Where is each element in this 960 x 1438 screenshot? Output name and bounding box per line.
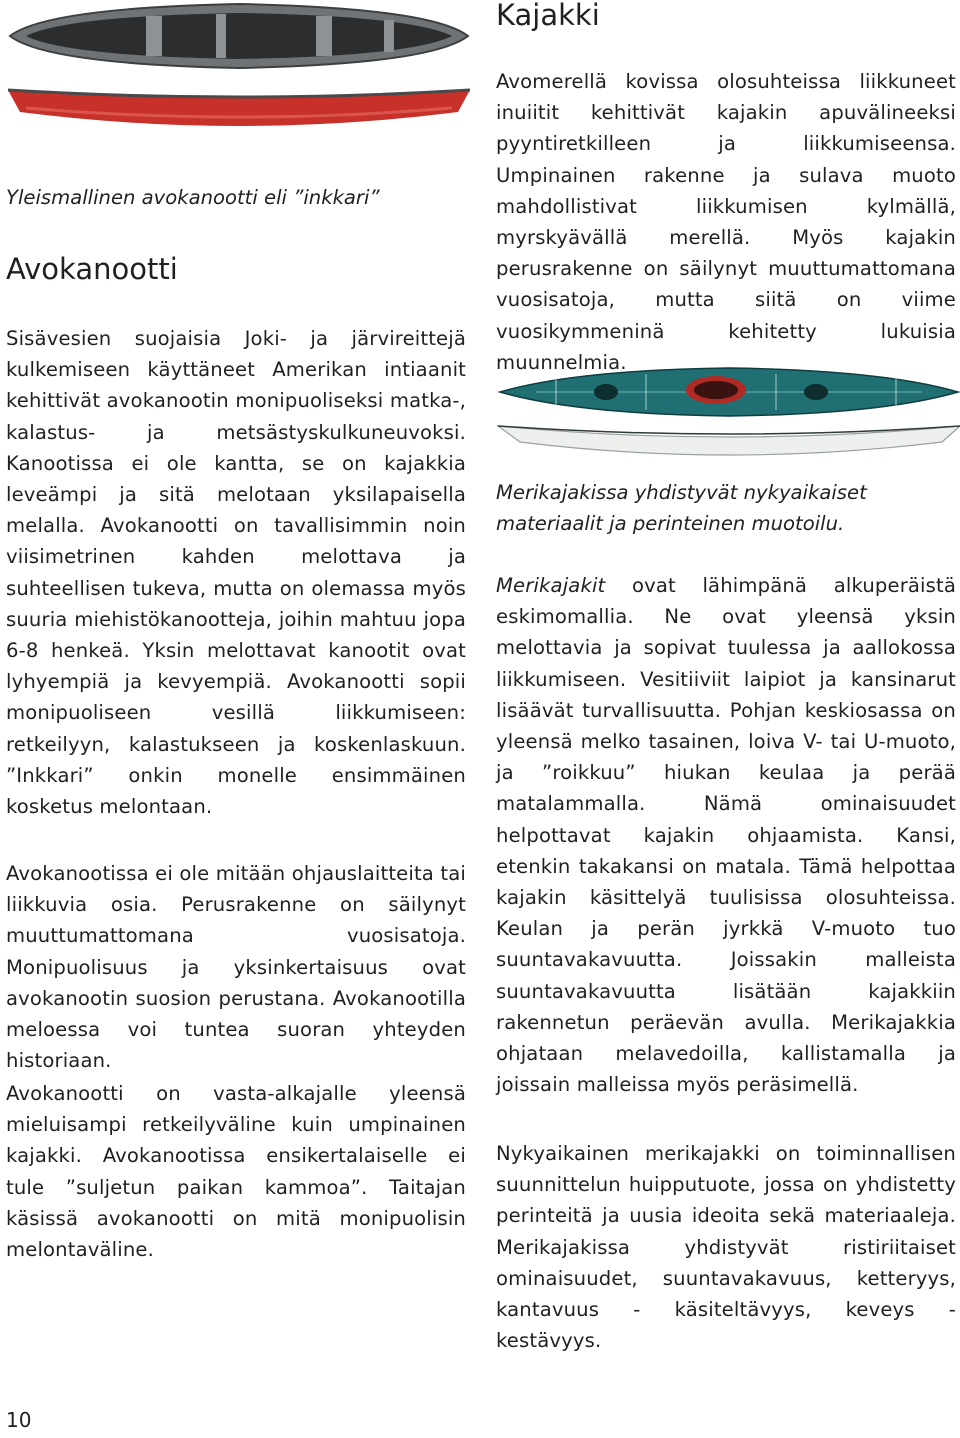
avokanootti-heading: Avokanootti bbox=[6, 252, 178, 286]
avokanootti-paragraph-1: Sisävesien suojaisia Joki- ja järvireittejä kulkemiseen käyttäneet Amerikan intiaanit kehittivät avokanootin monipuoliseksi matka-, kalastus- ja metsästyskulkuneuvoksi. Kanootissa ei ole kantta, se on kajakkia leveämpi ja sitä melotaan yksilapaisella melalla. Avokanootti on tavallisimmin noin viisimetrinen kahden melottava ja suhteellisen tukeva, mutta on olemassa myös suuria miehistökanootteja, joihin mahtuu jopa 6-8 henkeä. Yksin melottavat kanootit ovat lyhyempiä ja kevyempiä. Avokanootti sopii monipuoliseen vesillä liikkumiseen: retkeilyyn, kalastukseen ja koskenlaskuun. ”Inkkari” onkin monelle ensimmäinen kosketus melontaan. bbox=[6, 327, 466, 819]
canoe-caption: Yleismallinen avokanootti eli ”inkkari” bbox=[6, 186, 380, 209]
nykyaikainen-paragraph: Nykyaikainen merikajakki on toiminnallisen suunnittelun huipputuote, jossa on yhdistetty perinteitä ja uusia ideoita sekä materiaaleja. Merikajakissa yhdistyvät ristiriitaiset ominaisuudet, suuntavakavuus, ketteryys, kantavuus - käsiteltävyys, keveys - kestävyys. bbox=[496, 1142, 956, 1353]
kajakki-heading: Kajakki bbox=[496, 0, 600, 32]
merikajakit-term: Merikajakit bbox=[496, 574, 606, 597]
avokanootti-paragraph-3: Avokanootti on vasta-alkajalle yleensä mieluisampi retkeilyväline kuin umpinainen kajakki. Avokanootissa ensikertalaiselle ei tule ”suljetun paikan kammoa”. Taitajan käsissä avokanootti on mitä monipuolisin melontaväline. bbox=[6, 1082, 466, 1262]
canoe-side-view-image bbox=[6, 86, 472, 140]
canoe-top-view-image bbox=[6, 0, 472, 72]
kayak-caption: Merikajakissa yhdistyvät nykyaikaiset materiaalit ja perinteinen muotoilu. bbox=[496, 481, 867, 536]
kajakki-intro-paragraph: Avomerellä kovissa olosuhteissa liikkuneet inuiitit kehittivät kajakin apuvälineeksi pyyntiretkilleen ja liikkumiseensa. Umpinainen rakenne ja sulava muoto mahdollistivat liikkumisen kylmällä, myrskyävällä merellä. Myös kajakin perusrakenne on säilynyt muuttumattomana vuosisatoja, mutta siitä on viime vuosikymmeninä kehitetty lukuisia muunnelmia. bbox=[496, 70, 956, 374]
avokanootti-paragraph-2: Avokanootissa ei ole mitään ohjauslaitteita tai liikkuvia osia. Perusrakenne on säilynyt muuttumattomana vuosisatoja. Monipuolisuus ja yksinkertaisuus ovat avokanootin suosion perustana. Avokanootilla meloessa voi tuntea suoran yhteyden historiaan. bbox=[6, 862, 466, 1073]
kayak-top-view-image bbox=[496, 362, 960, 422]
page-number: 10 bbox=[6, 1408, 32, 1432]
merikajakit-paragraph bbox=[496, 570, 956, 1100]
merikajakit-text: ovat lähimpänä alkuperäistä eskimomallia. Ne ovat yleensä yksin melottavia ja sopivat tuulessa ja aallokossa liikkumiseen. Vesitiiviit laipiot ja kansinarut lisäävät turvallisuutta. Pohjan keskiosassa on yleensä melko tasainen, loiva V- tai U-muoto, ja ”roikkuu” hiukan keulaa ja perää matalammalla. Nämä ominaisuudet helpottavat kajakin ohjaamista. Kansi, etenkin takakansi on matala. Tämä helpottaa kajakin käsittelyä tuulisissa olosuhteissa. Keulan ja perän jyrkkä V-muoto tuo suuntavakavuutta. Joissakin malleista suuntavakavuutta lisätään kajakkiin rakennetun peräevän avulla. Merikajakkia ohjataan melavedoilla, kallistamalla ja joissain malleissa myös peräsimellä. bbox=[496, 574, 956, 1097]
kayak-side-view-image bbox=[496, 424, 960, 468]
